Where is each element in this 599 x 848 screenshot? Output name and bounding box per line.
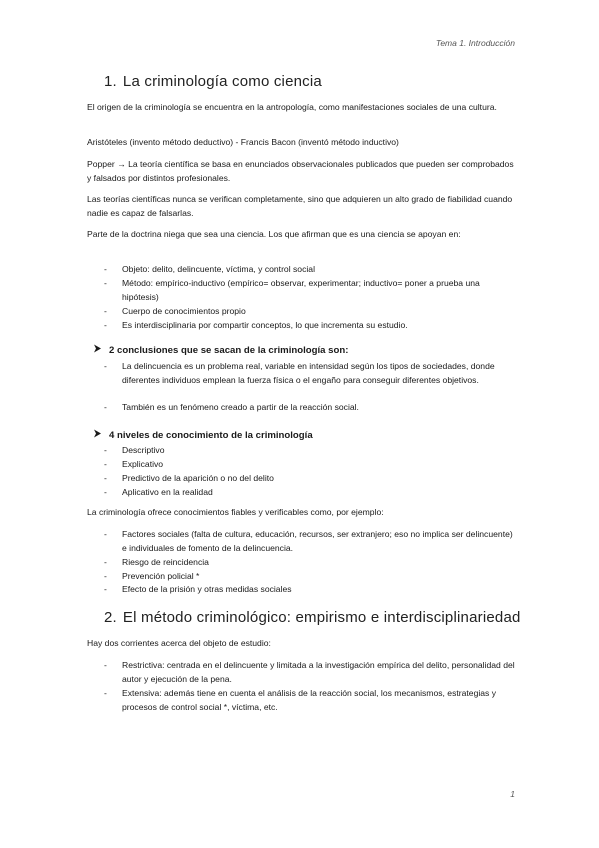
conclusions-heading: 2 conclusiones que se sacan de la criminología son: [93,344,348,356]
dash-bullet-icon: - [104,445,107,455]
paragraph: Hay dos corrientes acerca del objeto de estudio: [87,638,271,648]
dash-bullet-icon: - [104,459,107,469]
section-2-heading [104,609,521,626]
section-2-title: El método criminológico: empirismo e interdisciplinariedad [122,609,521,626]
section-1-heading [104,73,322,90]
page-number: 1 [510,789,515,799]
section-1-number: 1. [104,73,117,90]
dash-bullet-icon: - [104,584,107,594]
arrow-right-icon [93,344,109,356]
dash-bullet-icon: - [104,660,107,670]
paragraph: El origen de la criminología se encuentra en la antropología, como manifestaciones sociales de una cultura. [87,102,497,112]
dash-bullet-icon: - [104,571,107,581]
document-page: Tema 1. Introducción 1. La criminología como ciencia El origen de la criminología se encuentra en la antropología, como manifestaciones sociales de una cultura. Aristóteles (invento método deductivo) - Francis Bacon (inventó método inductivo) Popper → La teoría científica se basa en enunciados observacionales publicados que pueden ser comprobados y falsados por distintos profesionales. Las teorías científicas nunca se verifican completamente, sino que adquieren un alto grado de fiabilidad cuando nadie es capaz de falsarlas. Parte de la doctrina niega que sea una ciencia. Los que afirman que es una ciencia se apoyan en: - Objeto: delito, delincuente, víctima, y control social - Método: empírico-inductivo (empírico= observar, experimentar; inductivo= poner a prueba una hipótesis) - Cuerpo de conocimientos propio - Es interdisciplinaria por compartir conceptos, lo que incrementa su estudio. 2 conclusiones que se sacan de la criminología son: - La delincuencia es un problema real, variable en intensidad según los tipos de sociedades, donde diferentes individuos emplean la fuerza física o el engaño para conseguir diferentes objetivos. - También es un fenómeno creado a partir de la reacción social. 4 niveles de conocimiento de la criminología - Descriptivo - Explicativo - Predictivo de la aparición o no del delito - Aplicativo en la realidad La criminología ofrece conocimientos fiables y verificables como, por ejemplo: - Factores sociales (falta de cultura, educación, recursos, ser extranjero; eso no implica ser delincuente) e individuales de fomento de la delincuencia. - Riesgo de reincidencia - Prevención policial * - Efecto de la prisión y otras medidas sociales 2. El método criminológico: empirismo e interdisciplinariedad Hay dos corrientes acerca del objeto de estudio: - Restrictiva: centrada en el delincuente y limitada a la investigación empírica del delito, personalidad del autor y ejecución de la pena. - Extensiva: además tiene en cuenta el análisis de la reacción social, los mecanismos, estrategias y procesos de control social *, víctima, etc. 1 [87,38,521,799]
arrow-right-icon [93,429,109,441]
paragraph: Parte de la doctrina niega que sea una ciencia. Los que afirman que es una ciencia se apoyan en: [87,229,461,239]
dash-bullet-icon: - [104,320,107,330]
levels-heading: 4 niveles de conocimiento de la criminología [93,429,313,441]
dash-bullet-icon: - [104,278,107,288]
dash-bullet-icon: - [104,264,107,274]
paragraph: Popper → La teoría científica se basa en enunciados observacionales publicados que pueden ser comprobados y falsados por distintos profesionales. [87,159,514,183]
paragraph: Aristóteles (invento método deductivo) - Francis Bacon (inventó método inductivo) [87,137,399,147]
dash-bullet-icon: - [104,557,107,567]
running-header: Tema 1. Introducción [435,38,515,48]
dash-bullet-icon: - [104,473,107,483]
section-2-number: 2. [104,609,117,626]
dash-bullet-icon: - [104,487,107,497]
section-1-title: La criminología como ciencia [122,73,322,90]
paragraph: Las teorías científicas nunca se verifican completamente, sino que adquieren un alto grado de fiabilidad cuando nadie es capaz de falsarlas. [87,194,513,218]
dash-bullet-icon: - [104,306,107,316]
paragraph: La criminología ofrece conocimientos fiables y verificables como, por ejemplo: [87,507,384,517]
dash-bullet-icon: - [104,361,107,371]
dash-bullet-icon: - [104,529,107,539]
dash-bullet-icon: - [104,402,107,412]
dash-bullet-icon: - [104,688,107,698]
